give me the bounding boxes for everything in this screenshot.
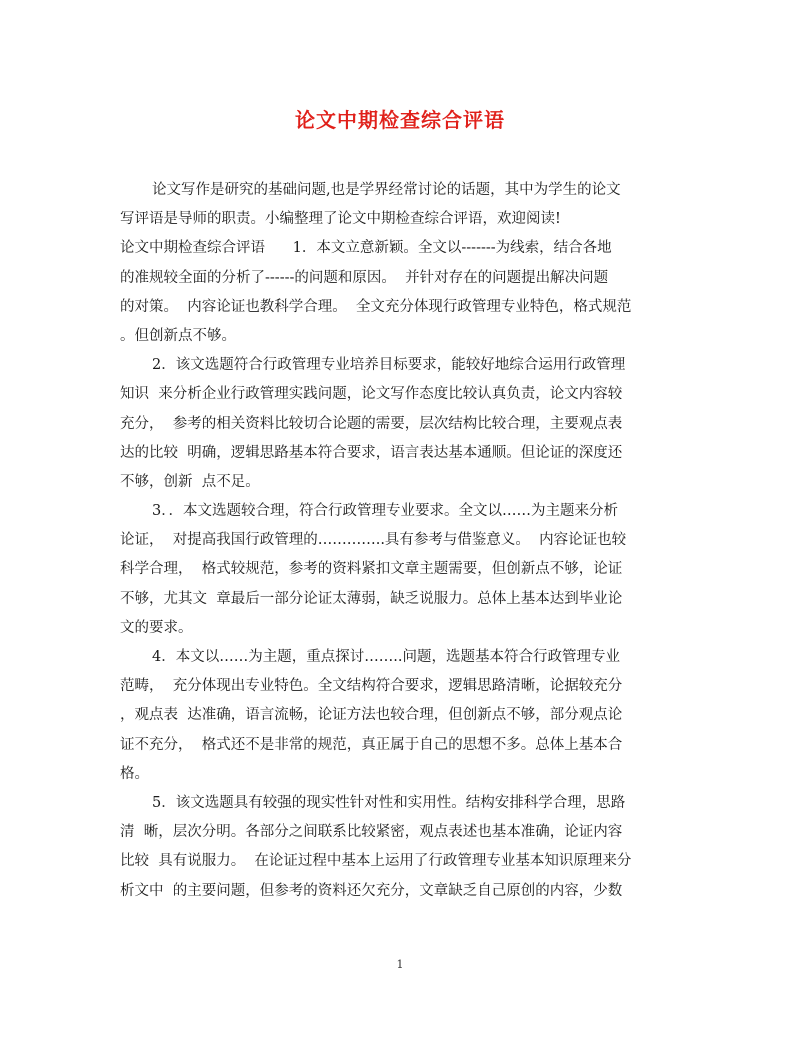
text-line: 文的要求。 — [120, 619, 193, 636]
text-line: 的对策。 内容论证也教科学合理。 全文充分体现行政管理专业特色，格式规范 — [120, 298, 632, 315]
text-line: 写评语是导师的职责。小编整理了论文中期检查综合评语，欢迎阅读! — [120, 211, 561, 228]
text-line: 不够，尤其文 章最后一部分论证太薄弱，缺乏说服力。总体上基本达到毕业论 — [120, 590, 623, 607]
text-line: 4．本文以……为主题，重点探讨……..问题，选题基本符合行政管理专业 — [152, 649, 620, 665]
text-line: 3．．本文选题较合理，符合行政管理专业要求。全文以……为主题来分析 — [152, 503, 618, 520]
page-number: 1 — [396, 958, 404, 971]
text-line: 2．该文选题符合行政管理专业培养目标要求，能较好地综合运用行政管理 — [152, 357, 626, 374]
text-line: 范畴， 充分体现出专业特色。全文结构符合要求，逻辑思路清晰，论据较充分 — [120, 678, 623, 695]
text-line: 科学合理， 格式较规范，参考的资料紧扣文章主题需要，但创新点不够，论证 — [120, 561, 623, 578]
text-line: 达的比较 明确，逻辑思路基本符合要求，语言表达基本通顺。但论证的深度还 — [120, 444, 623, 461]
document-title: 论文中期检查综合评语 — [295, 108, 505, 132]
document-body — [120, 176, 680, 906]
text-line: 清 晰，层次分明。各部分之间联系比较紧密，观点表述也基本准确，论证内容 — [120, 824, 623, 841]
text-line: 不够，创新 点不足。 — [120, 473, 260, 490]
text-line: 充分， 参考的相关资料比较切合论题的需要，层次结构比较合理，主要观点表 — [120, 415, 623, 432]
text-line: 比较 具有说服力。 在论证过程中基本上运用了行政管理专业基本知识原理来分 — [120, 853, 632, 870]
text-line: 的准规较全面的分析了------的问题和原因。 并针对存在的问题提出解决问题 — [120, 269, 609, 286]
text-line: 析文中 的主要问题，但参考的资料还欠充分，文章缺乏自己原创的内容，少数 — [120, 882, 623, 899]
text-line: 5．该文选题具有较强的现实性针对性和实用性。结构安排科学合理，思路 — [152, 794, 626, 811]
text-line: 。但创新点不够。 — [120, 327, 236, 344]
text-line: 证不充分， 格式还不是非常的规范，真正属于自己的思想不多。总体上基本合 — [120, 736, 623, 753]
text-line: 知识 来分析企业行政管理实践问题，论文写作态度比较认真负责，论文内容较 — [120, 386, 623, 403]
text-line: 论文中期检查综合评语 1．本文立意新颖。全文以-------为线索，结合各地 — [120, 240, 612, 257]
text-line: 论证， 对提高我国行政管理的…………..具有参考与借鉴意义。 内容论证也较 — [120, 532, 627, 549]
text-line: 论文写作是研究的基础问题,也是学界经常讨论的话题，其中为学生的论文 — [152, 182, 621, 198]
text-line: ，观点表 达准确，语言流畅，论证方法也较合理，但创新点不够，部分观点论 — [120, 707, 623, 724]
text-line: 格。 — [120, 765, 149, 782]
